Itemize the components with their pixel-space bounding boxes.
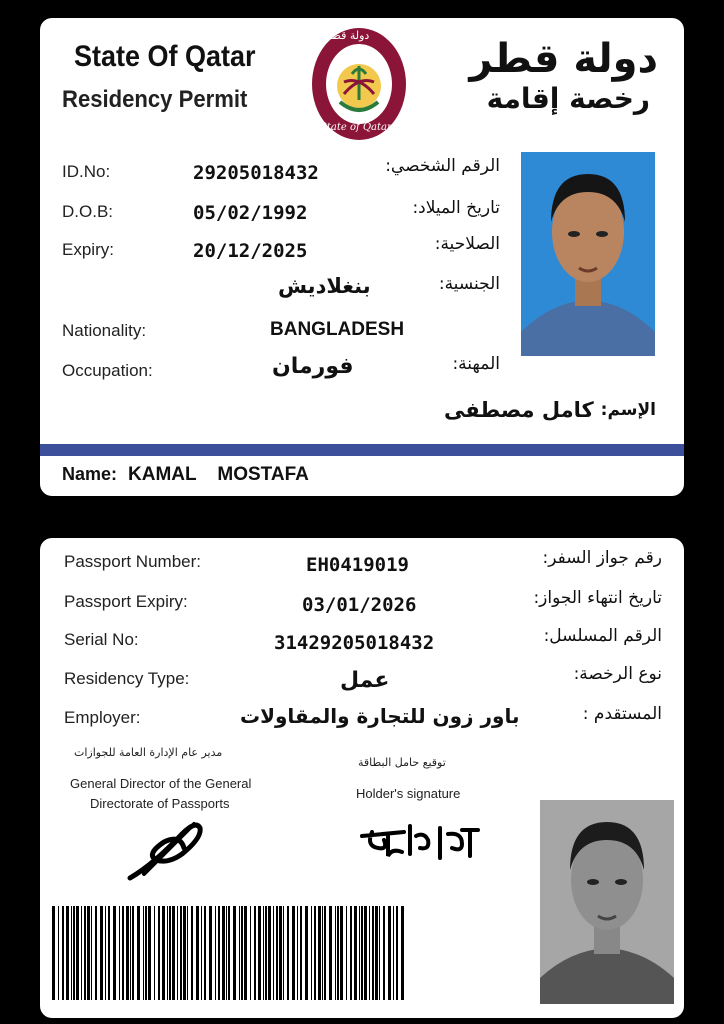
name-value-ar: كامل مصطفى (444, 398, 594, 422)
permit-front (40, 18, 684, 496)
emblem-text: State of Qatar (320, 122, 392, 133)
passport-label: Passport Number: (64, 552, 201, 571)
expiry-value: 20/12/2025 (193, 240, 308, 262)
dob-label: D.O.B: (62, 202, 114, 221)
card-stripe (40, 444, 684, 456)
serial-value: 31429205018432 (274, 632, 435, 654)
director-label-en-2: Directorate of Passports (90, 796, 230, 811)
passport-expiry-label: Passport Expiry: (64, 592, 188, 611)
passport-label-ar: رقم جواز السفر: (542, 548, 662, 568)
employer-label: Employer: (64, 708, 141, 727)
nationality-value-ar: بنغلاديش (278, 274, 371, 298)
subtitle-en: Residency Permit (62, 86, 248, 113)
passport-expiry-value: 03/01/2026 (302, 594, 417, 616)
occupation-label-ar: المهنة: (452, 354, 500, 374)
nationality-value: BANGLADESH (270, 319, 405, 340)
holder-sig-label-ar: توقيع حامل البطاقة (358, 756, 446, 769)
employer-label-ar: المستقدم : (582, 704, 662, 724)
passport-value: EH0419019 (306, 554, 409, 576)
holder-signature (358, 818, 488, 869)
name-value: KAMAL MOSTAFA (128, 464, 309, 485)
name-label-ar: الإسم: (600, 400, 656, 420)
director-label-en-1: General Director of the General (70, 776, 252, 791)
emblem-text-ar: دولة قطر (326, 29, 370, 42)
director-label-ar: مدير عام الإدارة العامة للجوازات (74, 746, 223, 759)
residency-type-label: Residency Type: (64, 669, 190, 688)
dob-label-ar: تاريخ الميلاد: (412, 198, 500, 218)
residency-type-value-ar: عمل (340, 668, 390, 693)
barcode (52, 906, 408, 1000)
title-en: State Of Qatar (74, 40, 256, 73)
qatar-emblem (310, 26, 408, 142)
occupation-label: Occupation: (62, 361, 153, 380)
serial-label: Serial No: (64, 630, 139, 649)
id-label: ID.No: (62, 162, 111, 181)
holder-ghost-photo (540, 800, 674, 1004)
nationality-label-ar: الجنسية: (438, 274, 500, 294)
employer-value-ar: باور زون للتجارة والمقاولات (240, 704, 520, 728)
serial-label-ar: الرقم المسلسل: (543, 626, 662, 646)
title-ar: دولة قطر (469, 36, 658, 82)
permit-back (40, 538, 684, 1018)
residency-type-label-ar: نوع الرخصة: (573, 664, 662, 684)
occupation-value-ar: فورمان (272, 354, 354, 379)
expiry-label: Expiry: (62, 240, 114, 259)
id-value: 29205018432 (193, 162, 319, 184)
holder-photo (521, 152, 655, 356)
name-label: Name: (62, 464, 118, 484)
passport-expiry-label-ar: تاريخ انتهاء الجواز: (533, 588, 662, 608)
expiry-label-ar: الصلاحية: (434, 234, 500, 254)
id-label-ar: الرقم الشخصي: (385, 156, 500, 176)
holder-sig-label-en: Holder's signature (356, 786, 461, 801)
subtitle-ar: رخصة إقامة (486, 82, 650, 115)
director-signature (124, 814, 214, 889)
dob-value: 05/02/1992 (193, 202, 308, 224)
nationality-label: Nationality: (62, 321, 147, 340)
